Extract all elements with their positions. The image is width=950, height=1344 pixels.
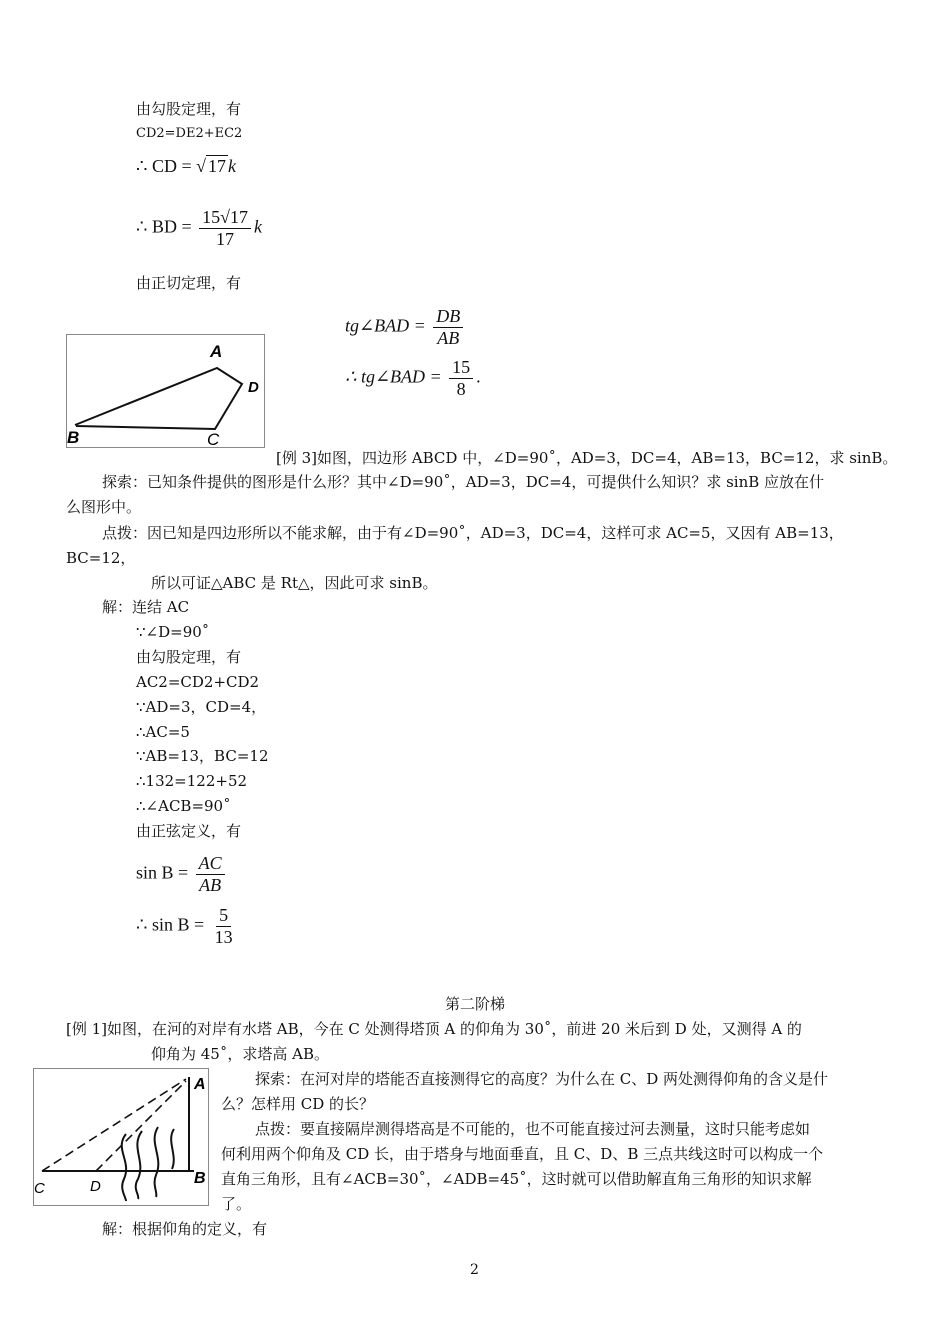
- eq-prefix: ∴ BD =: [136, 216, 197, 237]
- fraction-den: 17: [216, 229, 235, 249]
- label-d: D: [248, 379, 259, 396]
- eq-prefix: ∴ CD =: [136, 156, 197, 176]
- section-heading: 第二阶梯: [444, 995, 505, 1013]
- fraction: [196, 853, 225, 896]
- label-c: C: [34, 1180, 45, 1197]
- text-line: 所以可证△ABC 是 Rt△，因此可求 sinB。: [151, 574, 438, 592]
- eq-prefix: tg∠BAD =: [345, 315, 431, 336]
- label-d: D: [90, 1178, 101, 1195]
- text-line: 探索：已知条件提供的图形是什么形？其中∠D=90˚，AD=3，DC=4，可提供什么知识？求 sinB 应放在什: [102, 473, 825, 491]
- text-line: 由正切定理，有: [136, 274, 242, 292]
- fraction-den: 13: [214, 927, 233, 947]
- text-line: 直角三角形，且有∠ACB=30˚，∠ADB=45˚，这时就可以借助解直角三角形的知识求解: [221, 1170, 812, 1188]
- quadrilateral-figure: [66, 334, 265, 448]
- fraction-num: AC: [196, 853, 225, 875]
- text-line: ∴AC=5: [136, 723, 190, 741]
- label-c: C: [207, 430, 220, 447]
- eq-suffix: .: [476, 366, 481, 387]
- text-line: 么？怎样用 CD 的长？: [221, 1095, 375, 1113]
- text-line: ∴132=122+52: [136, 772, 248, 790]
- fraction-num: 5: [216, 905, 231, 927]
- equation-tg2: [345, 357, 481, 400]
- equation-tg1: [345, 306, 466, 349]
- page-number: 2: [470, 1262, 479, 1278]
- label-b: B: [67, 428, 80, 447]
- fraction-num: 15: [449, 357, 473, 379]
- text-line: 解：根据仰角的定义，有: [102, 1220, 268, 1238]
- text-line: BC=12，: [66, 549, 136, 567]
- text-line: CD2=DE2+EC2: [136, 126, 243, 141]
- text-line: ∵AB=13，BC=12: [136, 747, 269, 765]
- tower-diagram: [34, 1069, 208, 1205]
- text-line: 由正弦定义，有: [136, 822, 242, 840]
- radicand: 17: [208, 156, 226, 176]
- tower-figure: [33, 1068, 209, 1206]
- fraction-num: 15√17: [199, 207, 251, 229]
- eq-prefix: ∴ sin B =: [136, 914, 209, 935]
- text-line: 解：连结 AC: [102, 598, 190, 616]
- text-line: 由勾股定理，有: [136, 100, 242, 118]
- equation-sin1: [136, 853, 228, 896]
- fraction: [449, 357, 473, 400]
- eq-prefix: sin B =: [136, 862, 193, 883]
- example-title: [例 3]如图，四边形 ABCD 中，∠D=90˚，AD=3，DC=4，AB=13，BC=12，求 sinB。: [276, 449, 898, 467]
- text-line: ∵∠D=90˚: [136, 623, 210, 641]
- text-line: 点拨：要直接隔岸测得塔高是不可能的，也不可能直接过河去测量，这时只能考虑如: [255, 1120, 811, 1138]
- equation-bd: [136, 207, 262, 250]
- fraction: [212, 905, 236, 948]
- quadrilateral-diagram: [67, 335, 264, 447]
- fraction-num: DB: [433, 306, 463, 328]
- fraction: [433, 306, 463, 349]
- fraction-den: AB: [199, 875, 222, 895]
- text-line: 由勾股定理，有: [136, 648, 242, 666]
- text-line: 探索：在河对岸的塔能否直接测得它的高度？为什么在 C、D 两处测得仰角的含义是什: [255, 1070, 829, 1088]
- label-b: B: [194, 1170, 206, 1187]
- label-a: A: [210, 342, 223, 361]
- eq-prefix: ∴ tg∠BAD =: [345, 366, 447, 387]
- text-line: ∵AD=3，CD=4，: [136, 698, 267, 716]
- text-line: 么图形中。: [66, 498, 142, 516]
- equation-cd: [136, 156, 236, 176]
- label-a: A: [194, 1076, 206, 1093]
- example-title: [例 1]如图，在河的对岸有水塔 AB，今在 C 处测得塔顶 A 的仰角为 30˚，前进 20 米后到 D 处，又测得 A 的: [66, 1020, 802, 1038]
- eq-var: k: [254, 216, 262, 237]
- text-line: 何利用两个仰角及 CD 长，由于塔身与地面垂直，且 C、D、B 三点共线这时可以构成一个: [221, 1145, 824, 1163]
- fraction-den: 8: [456, 379, 466, 399]
- text-line: 了。: [221, 1195, 252, 1213]
- equation-sin2: [136, 905, 239, 948]
- fraction-den: AB: [437, 328, 460, 348]
- text-line: 仰角为 45˚，求塔高 AB。: [151, 1045, 329, 1063]
- radical: √ 17: [196, 156, 226, 176]
- text-line: 点拨：因已知是四边形所以不能求解，由于有∠D=90˚，AD=3，DC=4，这样可求 AC=5，又因有 AB=13，: [102, 524, 844, 542]
- fraction: [199, 207, 251, 250]
- text-line: AC2=CD2+CD2: [136, 673, 260, 691]
- text-line: ∴∠ACB=90˚: [136, 797, 231, 815]
- eq-var: k: [228, 156, 236, 176]
